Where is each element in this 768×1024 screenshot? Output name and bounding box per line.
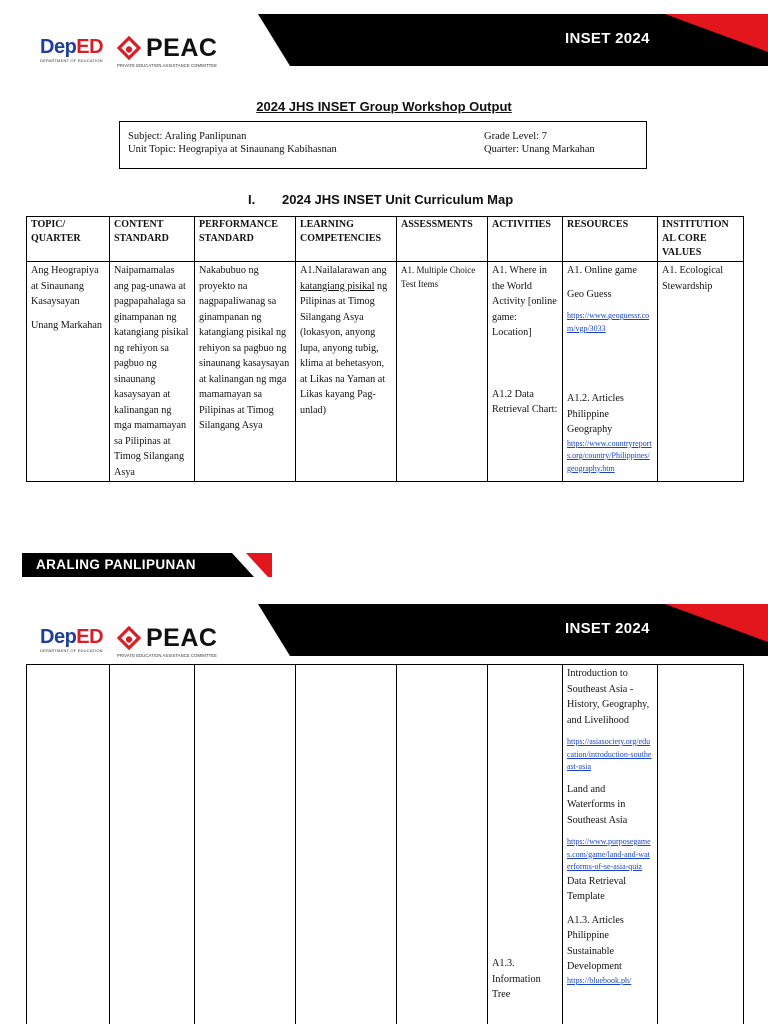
assessment-cell: A1. Multiple Choice Test Items: [397, 262, 488, 482]
deped-subtitle: DEPARTMENT OF EDUCATION: [40, 58, 103, 63]
peac-emblem-icon: [117, 626, 141, 650]
quarter-cell-text: Unang Markahan: [31, 319, 103, 331]
section-title: [248, 192, 513, 207]
table-row: [27, 262, 744, 482]
header-content-standard: CONTENT STANDARD: [110, 217, 195, 262]
resource-3: A1.3. Articles Philippine Sustainable Development: [567, 914, 624, 972]
page-2: [0, 590, 768, 1024]
resources-cell: [563, 665, 658, 1024]
peac-emblem-icon: [117, 36, 141, 60]
performance-standard-cell: Nakabubuo ng proyekto na nagpapaliwanag sa ginampanan ng katangiang pisikal ng rehiyon sa pagbuo ng sinaunang kasaysayan at kalinangan ng mga mamamayan sa Pilipinas at Timog Silangang Asya: [195, 262, 296, 482]
deped-logo: DepED: [40, 626, 104, 648]
competency-cell: A1.Nailalarawan ang katangiang pisikal ng Pilipinas at Timog Silangang Asya (lokasyon, anyong lupa, anyong tubig, klima at behetasyon, at Likas na Yaman at Likas kayang Pag-unlad): [296, 262, 397, 482]
subject-text: Subject: Araling Panlipunan: [128, 131, 247, 142]
content-standard-cell: Naipamamalas ang pag-unawa at pagpapahalaga sa ginampanan ng katangiang pisikal ng rehiyon sa pagbuo ng sinaunang kasaysayan at kalinangan ng mga mamamayan sa Pilipinas at Timog Silangang Asya: [110, 262, 195, 482]
subject-info-box: [119, 121, 647, 169]
resource-2: A1.2. Articles Philippine Geography: [567, 393, 624, 435]
topic-cell: [27, 262, 110, 482]
page-header: [0, 604, 768, 660]
asiasociety-link[interactable]: https://asiasociety.org/education/introduction-southeast-asia: [567, 737, 652, 771]
core-values-cell: A1. Ecological Stewardship: [658, 262, 744, 482]
unit-topic-text: Unit Topic: Heograpiya at Sinaunang Kabihasnan: [128, 144, 337, 155]
header-resources: RESOURCES: [563, 217, 658, 262]
activity-3: A1.3. Information Tree: [492, 958, 541, 1000]
subject-footer-banner: [22, 553, 272, 577]
bluebook-link[interactable]: https://bluebook.ph/: [567, 975, 632, 985]
curriculum-map-table-continued: [26, 664, 744, 1024]
activity-2: A1.2 Data Retrieval Chart:: [492, 388, 558, 415]
underlined-term: katangiang pisikal: [300, 280, 375, 292]
header-topic: TOPIC/ QUARTER: [27, 217, 110, 262]
geoguessr-link[interactable]: https://www.geoguessr.com/vgp/3033: [567, 311, 650, 333]
deped-logo: DepED: [40, 36, 104, 58]
header-core-values: INSTITUTION AL CORE VALUES: [658, 217, 744, 262]
topic-text: Ang Heograpiya at Sinaunang Kasaysayan: [31, 265, 99, 307]
header-performance-standard: PERFORMANCE STANDARD: [195, 217, 296, 262]
grade-level-text: Grade Level: 7: [484, 131, 547, 142]
inset-label: INSET 2024: [565, 30, 650, 47]
deped-subtitle: DEPARTMENT OF EDUCATION: [40, 648, 103, 653]
purposegames-link[interactable]: https://www.purposegames.com/game/land-and-waterforms-of-se-asia-quiz: [567, 837, 651, 871]
resource-1-name: Geo Guess: [567, 288, 612, 300]
table-header-row: [27, 217, 744, 262]
quarter-text: Quarter: Unang Markahan: [484, 144, 595, 155]
page-header: [0, 14, 768, 70]
section-number: I.: [248, 192, 256, 207]
resource-land: Land and Waterforms in Southeast Asia: [567, 783, 628, 826]
footer-label: ARALING PANLIPUNAN: [36, 557, 196, 572]
peac-logo-text: PEAC: [146, 34, 218, 62]
resource-1: A1. Online game: [567, 265, 637, 276]
curriculum-map-table: [26, 216, 744, 482]
peac-subtitle: PRIVATE EDUCATION ASSISTANCE COMMITTEE: [117, 63, 218, 68]
section-title-text: 2024 JHS INSET Unit Curriculum Map: [282, 192, 514, 207]
country-reports-link[interactable]: https://www.countryreports.org/country/Philippines/geography.htm: [567, 438, 652, 473]
peac-logo-text: PEAC: [146, 624, 218, 652]
header-activities: ACTIVITIES: [488, 217, 563, 262]
resources-cell: [563, 262, 658, 482]
resource-intro: Introduction to Southeast Asia - History, Geography, and Livelihood: [567, 668, 650, 726]
activity-1: A1. Where in the World Activity [online game: Location]: [492, 265, 557, 338]
inset-label: INSET 2024: [565, 620, 650, 637]
activities-cell: [488, 665, 563, 1024]
document-title: 2024 JHS INSET Group Workshop Output: [256, 99, 512, 114]
activities-cell: [488, 262, 563, 482]
header-learning-competencies: LEARNING COMPETENCIES: [296, 217, 397, 262]
resource-template: Data Retrieval Template: [567, 875, 627, 902]
peac-subtitle: PRIVATE EDUCATION ASSISTANCE COMMITTEE: [117, 653, 218, 658]
table-row: [27, 665, 744, 1024]
header-assessments: ASSESSMENTS: [397, 217, 488, 262]
